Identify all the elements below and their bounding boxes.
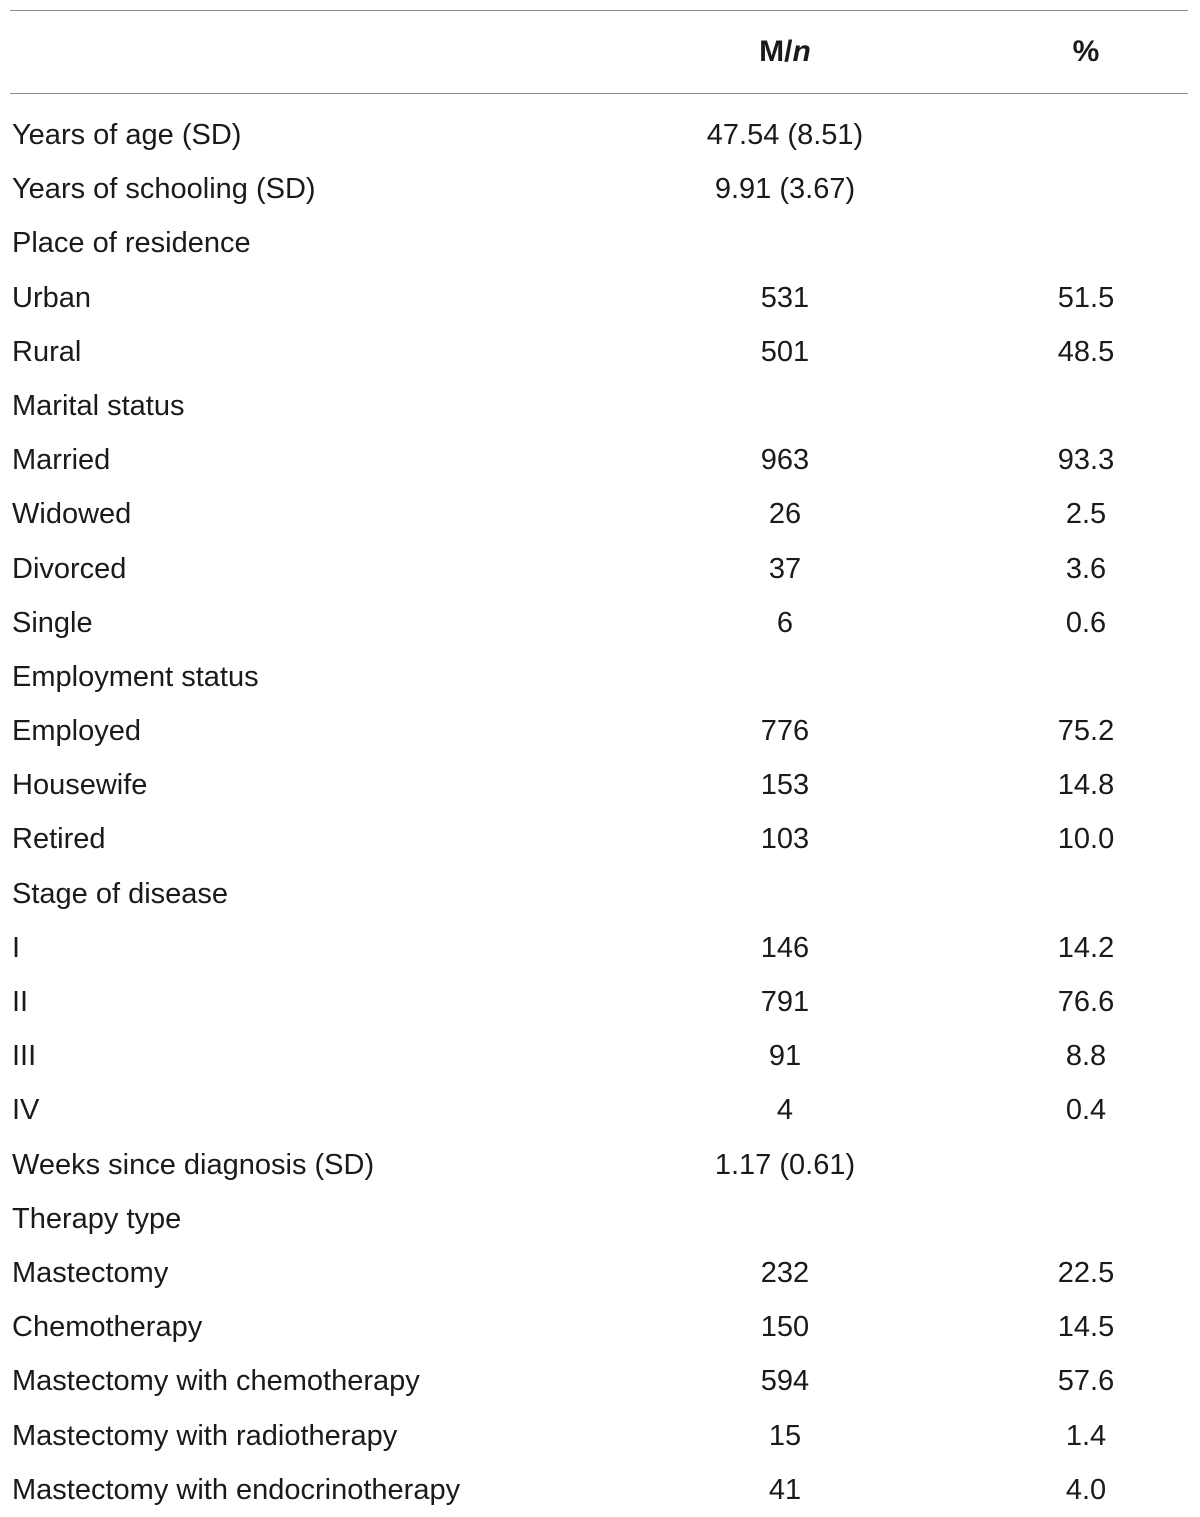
row-mn-value: 963 bbox=[760, 444, 810, 477]
row-label: Married bbox=[12, 444, 111, 477]
row-mn-value: 47.54 (8.51) bbox=[706, 119, 864, 151]
table-row bbox=[10, 379, 1188, 433]
row-label: Retired bbox=[12, 823, 106, 856]
table-row bbox=[10, 1300, 1188, 1354]
table-row bbox=[10, 1246, 1188, 1300]
table-row bbox=[10, 1029, 1188, 1083]
row-label: Single bbox=[12, 606, 93, 639]
row-label: Years of schooling (SD) bbox=[12, 173, 316, 206]
table-body bbox=[10, 94, 1188, 1517]
row-percent-value: 0.6 bbox=[1065, 606, 1107, 639]
row-mn-value: 4 bbox=[776, 1094, 794, 1127]
row-label: Therapy type bbox=[12, 1202, 182, 1235]
row-percent-value: 14.5 bbox=[1057, 1311, 1115, 1344]
table-row bbox=[10, 1083, 1188, 1137]
table-row bbox=[10, 867, 1188, 921]
row-mn-value: 531 bbox=[760, 281, 810, 314]
row-mn-value: 9.91 (3.67) bbox=[714, 173, 856, 206]
row-percent-value: 22.5 bbox=[1057, 1256, 1115, 1289]
row-mn-value: 791 bbox=[760, 986, 810, 1018]
row-label: Place of residence bbox=[12, 227, 251, 260]
row-mn-value: 41 bbox=[768, 1473, 802, 1506]
row-percent-value: 93.3 bbox=[1057, 444, 1115, 477]
row-label: Mastectomy bbox=[12, 1256, 169, 1289]
table-row bbox=[10, 325, 1188, 379]
table-row bbox=[10, 1409, 1188, 1463]
row-label: Chemotherapy bbox=[12, 1311, 203, 1344]
header-mn-prefix: M/ bbox=[759, 35, 793, 68]
row-mn-value: 150 bbox=[760, 1311, 810, 1344]
table-row bbox=[10, 812, 1188, 866]
table-row bbox=[10, 216, 1188, 270]
row-label: I bbox=[12, 931, 21, 964]
row-label: Employed bbox=[12, 715, 141, 748]
row-mn-value: 776 bbox=[760, 715, 810, 748]
header-mn bbox=[710, 35, 860, 69]
row-mn-value: 594 bbox=[760, 1365, 810, 1398]
row-percent-value: 0.4 bbox=[1065, 1094, 1107, 1127]
table-header-row bbox=[10, 11, 1188, 93]
row-percent-value: 14.2 bbox=[1057, 931, 1115, 964]
table-row bbox=[10, 975, 1188, 1029]
row-mn-value: 37 bbox=[768, 552, 802, 585]
row-percent-value: 48.5 bbox=[1057, 335, 1115, 368]
table-row bbox=[10, 108, 1188, 162]
table-row bbox=[10, 704, 1188, 758]
header-percent: % bbox=[1072, 35, 1100, 68]
table-row bbox=[10, 162, 1188, 216]
row-label: Rural bbox=[12, 335, 82, 368]
row-label: Divorced bbox=[12, 552, 127, 585]
table-row bbox=[10, 650, 1188, 704]
row-label: Mastectomy with endocrinotherapy bbox=[12, 1473, 461, 1506]
table-row bbox=[10, 1138, 1188, 1192]
table-row bbox=[10, 487, 1188, 541]
row-percent-value: 8.8 bbox=[1065, 1040, 1107, 1073]
row-mn-value: 26 bbox=[768, 498, 802, 531]
row-mn-value: 15 bbox=[768, 1419, 802, 1452]
table-row bbox=[10, 271, 1188, 325]
row-percent-value: 57.6 bbox=[1057, 1365, 1115, 1398]
row-label: Stage of disease bbox=[12, 877, 229, 910]
table-row bbox=[10, 1463, 1188, 1517]
row-mn-value: 103 bbox=[760, 823, 810, 856]
table-row bbox=[10, 758, 1188, 812]
row-percent-value: 51.5 bbox=[1057, 281, 1115, 314]
row-mn-value: 153 bbox=[760, 769, 810, 802]
row-label: Mastectomy with chemotherapy bbox=[12, 1365, 420, 1398]
row-percent-value: 2.5 bbox=[1065, 498, 1107, 531]
data-table bbox=[10, 10, 1188, 1517]
row-percent-value: 10.0 bbox=[1057, 823, 1115, 856]
row-percent-value: 4.0 bbox=[1065, 1473, 1107, 1506]
row-label: Widowed bbox=[12, 498, 132, 531]
row-label: II bbox=[12, 986, 29, 1018]
row-label: Employment status bbox=[12, 660, 259, 693]
row-percent-value: 75.2 bbox=[1057, 715, 1115, 748]
table-row bbox=[10, 1354, 1188, 1408]
row-mn-value: 232 bbox=[760, 1256, 810, 1289]
row-label: IV bbox=[12, 1094, 40, 1127]
header-mn-italic: n bbox=[792, 35, 811, 68]
row-mn-value: 1.17 (0.61) bbox=[714, 1148, 856, 1181]
row-label: Housewife bbox=[12, 769, 148, 802]
row-percent-value: 3.6 bbox=[1065, 552, 1107, 585]
row-mn-value: 146 bbox=[760, 931, 810, 964]
table-row bbox=[10, 433, 1188, 487]
row-mn-value: 6 bbox=[776, 606, 794, 639]
table-row bbox=[10, 1192, 1188, 1246]
table-row bbox=[10, 596, 1188, 650]
row-percent-value: 76.6 bbox=[1057, 986, 1115, 1018]
row-mn-value: 91 bbox=[768, 1040, 802, 1073]
row-label: Years of age (SD) bbox=[12, 119, 242, 151]
row-label: Weeks since diagnosis (SD) bbox=[12, 1148, 375, 1181]
row-percent-value: 1.4 bbox=[1065, 1419, 1107, 1452]
row-percent-value: 14.8 bbox=[1057, 769, 1115, 802]
row-label: Marital status bbox=[12, 389, 185, 422]
row-label: III bbox=[12, 1040, 37, 1073]
table-row bbox=[10, 921, 1188, 975]
table-row bbox=[10, 542, 1188, 596]
row-label: Mastectomy with radiotherapy bbox=[12, 1419, 398, 1452]
row-mn-value: 501 bbox=[760, 335, 810, 368]
row-label: Urban bbox=[12, 281, 91, 314]
